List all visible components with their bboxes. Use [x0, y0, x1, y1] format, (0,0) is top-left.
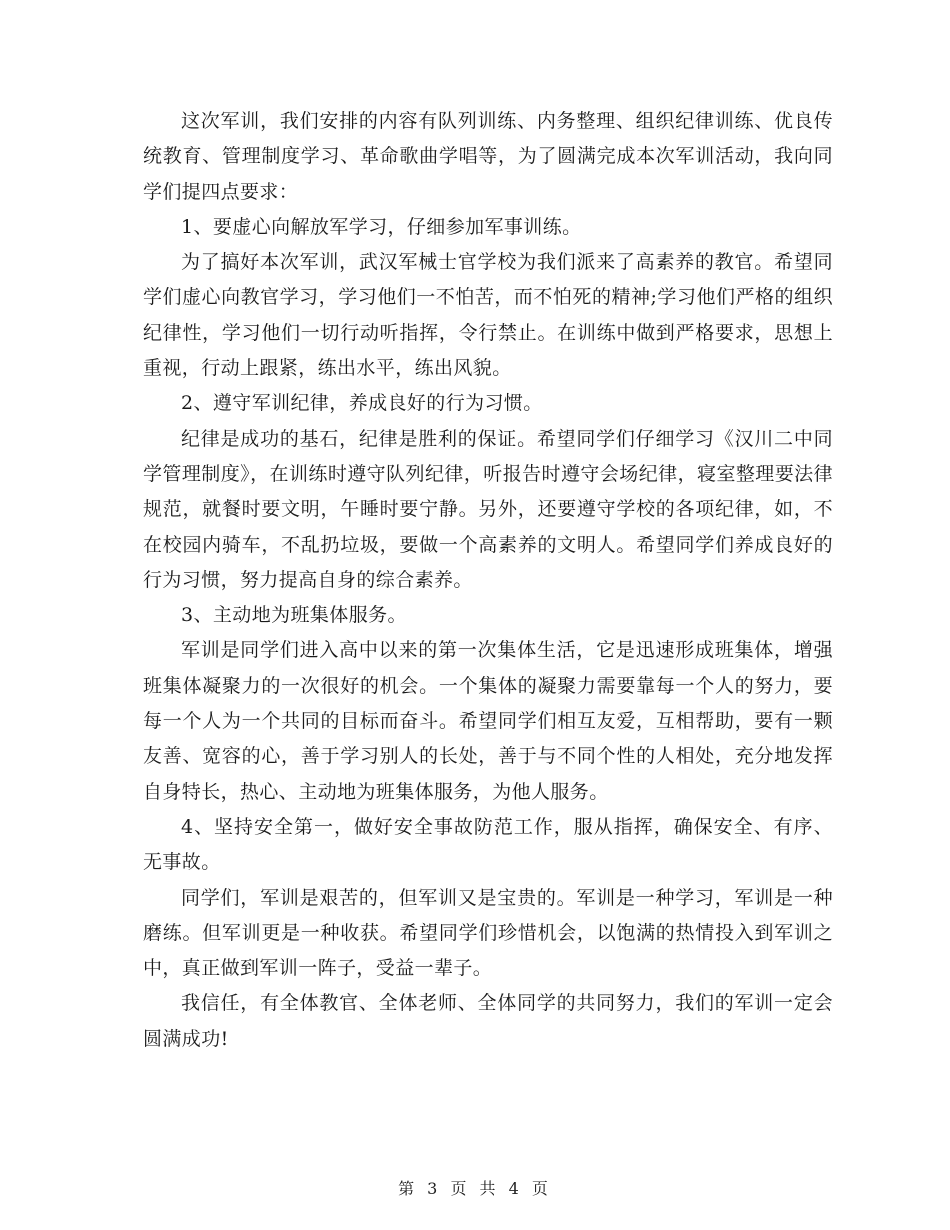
paragraph-intro: 这次军训，我们安排的内容有队列训练、内务整理、组织纪律训练、优良传统教育、管理制度学习、革命歌曲学唱等，为了圆满完成本次军训活动，我向同学们提四点要求：	[143, 110, 833, 203]
requirement-4-heading: 4、坚持安全第一，做好安全事故防范工作，服从指挥，确保安全、有序、无事故。	[143, 815, 833, 874]
paragraph-encouragement: 同学们，军训是艰苦的，但军训又是宝贵的。军训是一种学习，军训是一种磨练。但军训更是一种收获。希望同学们珍惜机会，以饱满的热情投入到军训之中，真正做到军训一阵子，受益一辈子。	[143, 886, 833, 980]
requirement-1-heading: 1、要虚心向解放军学习，仔细参加军事训练。	[181, 215, 582, 238]
requirement-3-body: 军训是同学们进入高中以来的第一次集体生活，它是迅速形成班集体，增强班集体凝聚力的一次很好的机会。一个集体的凝聚力需要靠每一个人的努力，要每一个人为一个共同的目标而奋斗。希望同学们相互友爱，互相帮助，要有一颗友善、宽容的心，善于学习别人的长处，善于与不同个性的人相处，充分地发挥自身特长，热心、主动地为班集体服务，为他人服务。	[143, 639, 833, 803]
paragraph-closing: 我信任，有全体教官、全体老师、全体同学的共同努力，我们的军训一定会圆满成功!	[143, 992, 833, 1050]
page-number-footer: 第 3 页 共 4 页	[398, 1179, 552, 1198]
requirement-1-body: 为了搞好本次军训，武汉军械士官学校为我们派来了高素养的教官。希望同学们虚心向教官学习，学习他们一不怕苦，而不怕死的精神;学习他们严格的组织纪律性，学习他们一切行动听指挥，令行禁止。在训练中做到严格要求，思想上重视，行动上跟紧，练出水平，练出风貌。	[143, 251, 833, 380]
requirement-2-body: 纪律是成功的基石，纪律是胜利的保证。希望同学们仔细学习《汉川二中同学管理制度》，在训练时遵守队列纪律，听报告时遵守会场纪律，寝室整理要法律规范，就餐时要文明，午睡时要宁静。另外，还要遵守学校的各项纪律，如，不在校园内骑车，不乱扔垃圾，要做一个高素养的文明人。希望同学们养成良好的行为习惯，努力提高自身的综合素养。	[143, 427, 833, 591]
requirement-3-heading: 3、主动地为班集体服务。	[181, 604, 407, 627]
document-body	[143, 104, 833, 1057]
requirement-2-heading: 2、遵守军训纪律，养成良好的行为习惯。	[181, 392, 543, 415]
